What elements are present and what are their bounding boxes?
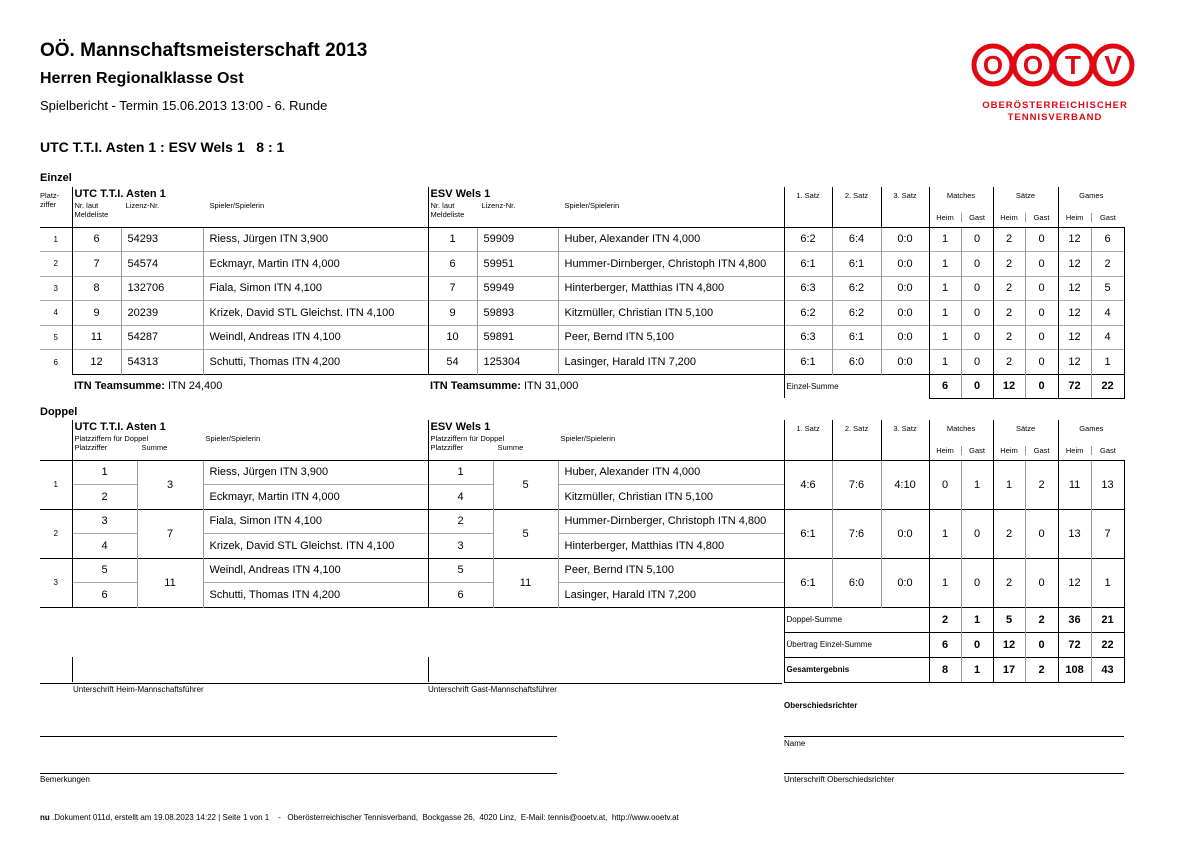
set1-score: 6:2 (784, 227, 832, 252)
guest-player-2: Kitzmüller, Christian ITN 5,100 (558, 485, 784, 510)
matches-home: 1 (929, 301, 961, 326)
guest-license: 59893 (477, 301, 558, 326)
matches-guest: 0 (961, 276, 993, 301)
set2-score: 6:2 (832, 301, 881, 326)
matches-home: 1 (929, 276, 961, 301)
home-player: Schutti, Thomas ITN 4,200 (203, 350, 428, 375)
home-team-name: UTC T.T.I. Asten 1 (74, 421, 166, 433)
sum-value: 22 (1091, 632, 1124, 657)
platz-number: 1 (40, 460, 72, 509)
platz-number: 3 (40, 276, 72, 301)
guest-license: 59949 (477, 276, 558, 301)
games-home: 11 (1058, 460, 1091, 509)
hd-heim: Heim (1065, 446, 1084, 455)
home-license: 54574 (121, 252, 203, 277)
platz-number: 2 (40, 509, 72, 558)
sum-value: 12 (993, 632, 1025, 657)
sum-value: 1 (961, 657, 993, 682)
guest-license: 59891 (477, 325, 558, 350)
hd-gast: Gast (961, 213, 993, 222)
games-home: 13 (1058, 509, 1091, 558)
hd-gast: Gast (961, 446, 993, 455)
itn-home-sum: ITN 24,400 (167, 380, 223, 393)
hd-spieler: Spieler/Spielerin (560, 434, 616, 443)
hd-saetze: Sätze (1015, 424, 1036, 433)
matches-home: 1 (929, 558, 961, 607)
matches-guest: 0 (961, 252, 993, 277)
sum-value: 0 (961, 374, 993, 398)
sum-value: 8 (929, 657, 961, 682)
matches-home: 1 (929, 509, 961, 558)
hd-heim: Heim (1000, 213, 1018, 222)
sets-guest: 0 (1025, 558, 1058, 607)
hd-matches: Matches (946, 191, 976, 200)
games-guest: 6 (1091, 227, 1124, 252)
home-list-number: 6 (72, 227, 121, 252)
matches-home: 1 (929, 227, 961, 252)
sets-home: 2 (993, 350, 1025, 375)
hd-spieler: Spieler/Spielerin (564, 201, 620, 210)
set3-score: 0:0 (881, 558, 929, 607)
svg-text:OBERÖSTERREICHISCHER: OBERÖSTERREICHISCHER (982, 100, 1128, 111)
hd-platz-doppel: Platzziffern für Doppel (74, 434, 149, 443)
set2-score: 7:6 (832, 460, 881, 509)
guest-player: Hinterberger, Matthias ITN 4,800 (558, 276, 784, 301)
hd-spieler: Spieler/Spielerin (209, 201, 265, 210)
guest-platz-sum: 5 (493, 509, 558, 558)
set3-score: 0:0 (881, 325, 929, 350)
games-guest: 2 (1091, 252, 1124, 277)
hd-spieler: Spieler/Spielerin (205, 434, 261, 443)
hd-satz3: 3. Satz (881, 420, 929, 460)
uebertrag-row (40, 632, 1124, 657)
games-home: 12 (1058, 325, 1091, 350)
itn-guest-sum: ITN 31,000 (523, 380, 579, 393)
sum-value: 0 (1025, 374, 1058, 398)
doppel-row (40, 460, 1124, 485)
home-license: 54293 (121, 227, 203, 252)
hd-summe: Summe (141, 443, 168, 452)
einzel-row (40, 227, 1124, 252)
home-team-name: UTC T.T.I. Asten 1 (74, 188, 166, 200)
sum-value: 2 (929, 607, 961, 632)
guest-player: Hummer-Dirnberger, Christoph ITN 4,800 (558, 252, 784, 277)
platz-number: 3 (40, 558, 72, 607)
matches-guest: 0 (961, 558, 993, 607)
home-platz-2: 6 (72, 583, 137, 608)
guest-player: Peer, Bernd ITN 5,100 (558, 325, 784, 350)
guest-platz-sum: 5 (493, 460, 558, 509)
gesamt-label: Gesamtergebnis (784, 657, 929, 682)
doppel-row (40, 509, 1124, 534)
hd-platzziffer: Platzziffer (430, 443, 464, 452)
sig-os-label: Unterschrift Oberschiedsrichter (784, 775, 895, 784)
hd-summe: Summe (497, 443, 524, 452)
sum-value: 2 (1025, 607, 1058, 632)
hd-platzziffer: Platzziffer (74, 443, 108, 452)
gesamt-row (40, 657, 1124, 682)
hd-matches: Matches (946, 424, 976, 433)
hd-heim: Heim (1065, 213, 1084, 222)
set2-score: 6:0 (832, 558, 881, 607)
home-platz-1: 3 (72, 509, 137, 534)
bemerkungen-label: Bemerkungen (40, 775, 90, 784)
hd-lizenz: Lizenz-Nr. (125, 201, 160, 210)
doppel-summe-label: Doppel-Summe (784, 607, 929, 632)
home-license: 54313 (121, 350, 203, 375)
sets-guest: 0 (1025, 227, 1058, 252)
set3-score: 4:10 (881, 460, 929, 509)
guest-platz-sum: 11 (493, 558, 558, 607)
sum-value: 6 (929, 632, 961, 657)
sum-value: 108 (1058, 657, 1091, 682)
home-platz-2: 4 (72, 534, 137, 559)
svg-text:T: T (1065, 50, 1081, 80)
svg-text:O: O (982, 50, 1004, 80)
doppel-sum-row (40, 607, 1124, 632)
sum-value: 2 (1025, 657, 1058, 682)
home-player: Eckmayr, Martin ITN 4,000 (203, 252, 428, 277)
hd-satz1: 1. Satz (784, 187, 832, 227)
footer-prefix: nu (40, 813, 50, 822)
match-info: Spielbericht - Termin 15.06.2013 13:00 - 6. Runde (40, 98, 328, 113)
set1-score: 6:2 (784, 301, 832, 326)
hd-platz-doppel: Platzziffern für Doppel (430, 434, 505, 443)
set1-score: 4:6 (784, 460, 832, 509)
matches-home: 0 (929, 460, 961, 509)
matches-guest: 1 (961, 460, 993, 509)
sets-home: 2 (993, 325, 1025, 350)
home-platz-1: 1 (72, 460, 137, 485)
hd-games: Games (1079, 191, 1104, 200)
set1-score: 6:1 (784, 509, 832, 558)
guest-list-number: 6 (428, 252, 477, 277)
guest-license: 59909 (477, 227, 558, 252)
guest-platz-1: 1 (428, 460, 493, 485)
einzel-row (40, 325, 1124, 350)
hd-lizenz: Lizenz-Nr. (481, 201, 516, 210)
einzel-row (40, 252, 1124, 277)
sum-value: 17 (993, 657, 1025, 682)
sets-guest: 0 (1025, 276, 1058, 301)
guest-player: Huber, Alexander ITN 4,000 (558, 227, 784, 252)
matches-guest: 0 (961, 350, 993, 375)
guest-platz-2: 6 (428, 583, 493, 608)
guest-platz-2: 3 (428, 534, 493, 559)
set3-score: 0:0 (881, 509, 929, 558)
guest-platz-1: 5 (428, 558, 493, 583)
platz-number: 2 (40, 252, 72, 277)
home-list-number: 11 (72, 325, 121, 350)
games-home: 12 (1058, 558, 1091, 607)
guest-list-number: 1 (428, 227, 477, 252)
matches-home: 1 (929, 325, 961, 350)
footer-text: .Dokument 011d, erstellt am 19.08.2023 14:22 | Seite 1 von 1 - Oberösterreichischer Tennisverband, Bockgasse 26, 4020 Linz, E-Mail: tennis@ooetv.at, http://www.ooetv.at (49, 813, 679, 822)
doppel-row (40, 558, 1124, 583)
matches-guest: 0 (961, 227, 993, 252)
einzel-row (40, 350, 1124, 375)
games-guest: 5 (1091, 276, 1124, 301)
guest-player: Kitzmüller, Christian ITN 5,100 (558, 301, 784, 326)
games-guest: 13 (1091, 460, 1124, 509)
sig-heim-label: Unterschrift Heim-Mannschaftsführer (73, 685, 204, 694)
sum-value: 72 (1058, 374, 1091, 398)
home-player-2: Eckmayr, Martin ITN 4,000 (203, 485, 428, 510)
home-platz-sum: 7 (137, 509, 203, 558)
games-home: 12 (1058, 276, 1091, 301)
league-title: Herren Regionalklasse Ost (40, 70, 244, 87)
remarks-line (40, 736, 557, 737)
signature-line (40, 683, 782, 684)
itn-team-label: ITN Teamsumme: (430, 380, 521, 393)
home-list-number: 7 (72, 252, 121, 277)
einzel-row (40, 301, 1124, 326)
games-home: 12 (1058, 350, 1091, 375)
sets-home: 2 (993, 276, 1025, 301)
guest-list-number: 9 (428, 301, 477, 326)
guest-list-number: 7 (428, 276, 477, 301)
guest-platz-1: 2 (428, 509, 493, 534)
games-home: 12 (1058, 301, 1091, 326)
einzel-row (40, 276, 1124, 301)
einzel-heading: Einzel (40, 172, 72, 184)
einzel-summe-label: Einzel-Summe (784, 374, 929, 398)
guest-player: Lasinger, Harald ITN 7,200 (558, 350, 784, 375)
sets-guest: 0 (1025, 301, 1058, 326)
sets-home: 2 (993, 252, 1025, 277)
hd-heim: Heim (936, 446, 954, 455)
home-player-2: Krizek, David STL Gleichst. ITN 4,100 (203, 534, 428, 559)
platz-number: 5 (40, 325, 72, 350)
guest-platz-2: 4 (428, 485, 493, 510)
page-title: OÖ. Mannschaftsmeisterschaft 2013 (40, 40, 368, 61)
games-guest: 7 (1091, 509, 1124, 558)
sum-value: 6 (929, 374, 961, 398)
set3-score: 0:0 (881, 276, 929, 301)
home-license: 54287 (121, 325, 203, 350)
platz-number: 6 (40, 350, 72, 375)
hd-gast: Gast (1025, 213, 1058, 222)
guest-player-1: Huber, Alexander ITN 4,000 (558, 460, 784, 485)
set2-score: 6:4 (832, 227, 881, 252)
guest-license: 125304 (477, 350, 558, 375)
hd-satz2: 2. Satz (832, 187, 881, 227)
sum-value: 36 (1058, 607, 1091, 632)
guest-player-2: Lasinger, Harald ITN 7,200 (558, 583, 784, 608)
sets-home: 2 (993, 227, 1025, 252)
sets-guest: 2 (1025, 460, 1058, 509)
games-home: 12 (1058, 252, 1091, 277)
sets-guest: 0 (1025, 509, 1058, 558)
hd-gast: Gast (1025, 446, 1058, 455)
set2-score: 7:6 (832, 509, 881, 558)
match-result: UTC T.T.I. Asten 1 : ESV Wels 1 8 : 1 (40, 139, 285, 155)
itn-team-label: ITN Teamsumme: (74, 380, 165, 393)
home-platz-1: 5 (72, 558, 137, 583)
hd-nr-laut: Nr. laut Meldeliste (74, 201, 109, 219)
oberschiedsrichter-label: Oberschiedsrichter (784, 701, 858, 710)
set1-score: 6:1 (784, 350, 832, 375)
set2-score: 6:0 (832, 350, 881, 375)
home-platz-sum: 3 (137, 460, 203, 509)
hd-heim: Heim (936, 213, 954, 222)
sig-gast-label: Unterschrift Gast-Mannschaftsführer (428, 685, 557, 694)
home-player: Fiala, Simon ITN 4,100 (203, 276, 428, 301)
set3-score: 0:0 (881, 301, 929, 326)
guest-license: 59951 (477, 252, 558, 277)
home-player-2: Schutti, Thomas ITN 4,200 (203, 583, 428, 608)
home-platz-2: 2 (72, 485, 137, 510)
sets-home: 1 (993, 460, 1025, 509)
guest-player-1: Hummer-Dirnberger, Christoph ITN 4,800 (558, 509, 784, 534)
hd-games: Games (1079, 424, 1104, 433)
guest-player-1: Peer, Bernd ITN 5,100 (558, 558, 784, 583)
os-signature-line (784, 773, 1124, 774)
sum-value: 0 (961, 632, 993, 657)
games-guest: 4 (1091, 301, 1124, 326)
matches-guest: 0 (961, 301, 993, 326)
doppel-table (40, 420, 1125, 683)
svg-text:TENNISVERBAND: TENNISVERBAND (1007, 112, 1103, 123)
home-player: Weindl, Andreas ITN 4,100 (203, 325, 428, 350)
home-player: Riess, Jürgen ITN 3,900 (203, 227, 428, 252)
set2-score: 6:1 (832, 325, 881, 350)
home-list-number: 12 (72, 350, 121, 375)
sets-home: 2 (993, 509, 1025, 558)
guest-player-2: Hinterberger, Matthias ITN 4,800 (558, 534, 784, 559)
set3-score: 0:0 (881, 227, 929, 252)
platz-number: 4 (40, 301, 72, 326)
platz-number: 1 (40, 227, 72, 252)
sum-value: 5 (993, 607, 1025, 632)
hd-platzziffer: Platz- ziffer (40, 191, 60, 209)
hd-nr-laut: Nr. laut Meldeliste (430, 201, 465, 219)
uebertrag-label: Übertrag Einzel-Summe (784, 632, 929, 657)
hd-satz1: 1. Satz (784, 420, 832, 460)
hd-gast: Gast (1091, 446, 1124, 455)
set2-score: 6:2 (832, 276, 881, 301)
hd-satz3: 3. Satz (881, 187, 929, 227)
home-list-number: 8 (72, 276, 121, 301)
sum-value: 72 (1058, 632, 1091, 657)
remarks-line (40, 773, 557, 774)
hd-heim: Heim (1000, 446, 1018, 455)
name-label: Name (784, 739, 806, 748)
set3-score: 0:0 (881, 350, 929, 375)
home-license: 20239 (121, 301, 203, 326)
matches-home: 1 (929, 252, 961, 277)
home-player-1: Weindl, Andreas ITN 4,100 (203, 558, 428, 583)
games-home: 12 (1058, 227, 1091, 252)
svg-text:V: V (1104, 50, 1122, 80)
matches-guest: 0 (961, 509, 993, 558)
sets-guest: 0 (1025, 350, 1058, 375)
set1-score: 6:3 (784, 325, 832, 350)
home-player-1: Riess, Jürgen ITN 3,900 (203, 460, 428, 485)
matches-guest: 0 (961, 325, 993, 350)
sum-value: 12 (993, 374, 1025, 398)
set2-score: 6:1 (832, 252, 881, 277)
sets-home: 2 (993, 558, 1025, 607)
home-player: Krizek, David STL Gleichst. ITN 4,100 (203, 301, 428, 326)
guest-team-name: ESV Wels 1 (430, 421, 491, 433)
guest-team-name: ESV Wels 1 (430, 188, 491, 200)
set1-score: 6:3 (784, 276, 832, 301)
sets-guest: 0 (1025, 252, 1058, 277)
hd-satz2: 2. Satz (832, 420, 881, 460)
games-guest: 4 (1091, 325, 1124, 350)
svg-text:O: O (1022, 50, 1044, 80)
doppel-heading: Doppel (40, 406, 78, 418)
sum-value: 0 (1025, 632, 1058, 657)
sum-value: 1 (961, 607, 993, 632)
games-guest: 1 (1091, 350, 1124, 375)
sets-guest: 0 (1025, 325, 1058, 350)
hd-saetze: Sätze (1015, 191, 1036, 200)
guest-list-number: 54 (428, 350, 477, 375)
sum-value: 22 (1091, 374, 1124, 398)
sets-home: 2 (993, 301, 1025, 326)
games-guest: 1 (1091, 558, 1124, 607)
matches-home: 1 (929, 350, 961, 375)
ooetv-logo (970, 40, 1140, 126)
hd-gast: Gast (1091, 213, 1124, 222)
sum-value: 21 (1091, 607, 1124, 632)
footer (40, 813, 679, 822)
set1-score: 6:1 (784, 558, 832, 607)
einzel-table (40, 187, 1125, 399)
einzel-sum-row (40, 374, 1124, 398)
home-platz-sum: 11 (137, 558, 203, 607)
set3-score: 0:0 (881, 252, 929, 277)
home-license: 132706 (121, 276, 203, 301)
set1-score: 6:1 (784, 252, 832, 277)
home-list-number: 9 (72, 301, 121, 326)
name-line (784, 736, 1124, 737)
home-player-1: Fiala, Simon ITN 4,100 (203, 509, 428, 534)
sum-value: 43 (1091, 657, 1124, 682)
guest-list-number: 10 (428, 325, 477, 350)
